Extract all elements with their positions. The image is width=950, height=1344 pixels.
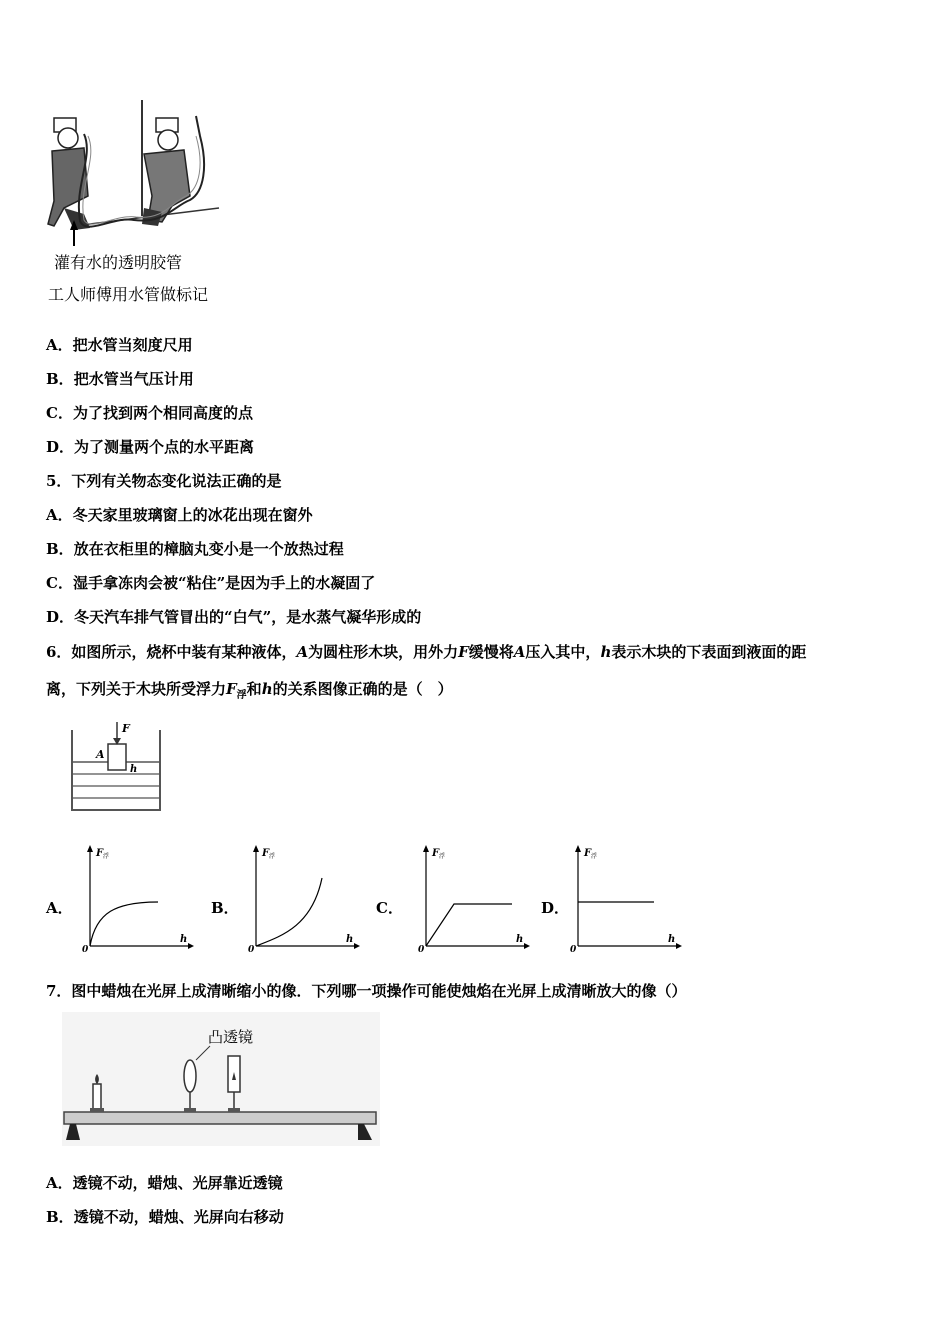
svg-text:浮: 浮 <box>103 853 110 860</box>
svg-text:浮: 浮 <box>269 853 276 860</box>
q4-option-d: D．为了测量两个点的水平距离 <box>46 438 255 456</box>
svg-text:F: F <box>96 848 104 859</box>
workers-illustration <box>44 96 234 246</box>
q4-figure <box>44 96 234 310</box>
svg-text:h: h <box>668 934 676 945</box>
graph-d <box>564 842 684 956</box>
svg-text:浮: 浮 <box>439 853 446 860</box>
graph-a-label: A． <box>46 899 73 917</box>
q5-stem: 5．下列有关物态变化说法正确的是 <box>46 472 282 490</box>
q4-figure-caption-2: 工人师傅用水管做标记 <box>48 285 209 304</box>
q4-option-c: C．为了找到两个相同高度的点 <box>46 404 253 422</box>
svg-text:F: F <box>584 848 592 859</box>
graph-b-curve <box>256 878 322 946</box>
q5-option-a: A．冬天家里玻璃窗上的冰花出现在窗外 <box>46 506 313 524</box>
svg-text:0: 0 <box>418 945 425 955</box>
graph-c-label: C． <box>376 899 403 917</box>
q6-beaker-figure <box>68 718 164 814</box>
svg-text:浮: 浮 <box>591 853 598 860</box>
q4-figure-caption-1: 灌有水的透明胶管 <box>54 253 183 272</box>
label-A: A <box>96 748 105 761</box>
graph-b-label: B． <box>211 899 239 917</box>
label-h: h <box>130 764 138 775</box>
q5-option-b: B．放在衣柜里的樟脑丸变小是一个放热过程 <box>46 540 344 558</box>
svg-text:0: 0 <box>82 945 89 955</box>
q5-option-c: C．湿手拿冻肉会被“粘住”是因为手上的水凝固了 <box>46 574 376 592</box>
q4-option-b: B．把水管当气压计用 <box>46 370 194 388</box>
svg-text:0: 0 <box>570 945 577 955</box>
q6-stem-line-1: 6．如图所示，烧杯中装有某种液体，A为圆柱形木块，用外力F缓慢将A压入其中，h表示木块的下表面到液面的距 <box>46 643 807 661</box>
q5-option-d: D．冬天汽车排气管冒出的“白气”，是水蒸气凝华形成的 <box>46 608 422 626</box>
svg-text:F: F <box>432 848 440 859</box>
q7-option-a: A．透镜不动，蜡烛、光屏靠近透镜 <box>46 1174 283 1192</box>
graph-a <box>76 842 196 956</box>
graph-d-label: D． <box>541 899 570 917</box>
graph-a-curve <box>90 902 158 946</box>
label-F: F <box>122 722 130 735</box>
graph-b <box>242 842 362 956</box>
q7-option-b: B．透镜不动，蜡烛、光屏向右移动 <box>46 1208 284 1226</box>
svg-text:F: F <box>262 848 270 859</box>
graph-c <box>412 842 532 956</box>
svg-text:0: 0 <box>248 945 255 955</box>
q6-stem-line-2: 离，下列关于木块所受浮力$F_浮$和h的关系图像正确的是（ ） <box>46 680 453 701</box>
q4-option-a: A．把水管当刻度尺用 <box>46 336 193 354</box>
svg-text:h: h <box>180 934 188 945</box>
svg-text:h: h <box>516 934 524 945</box>
graph-c-curve <box>426 904 512 946</box>
svg-text:h: h <box>346 934 354 945</box>
lens-label: 凸透镜 <box>208 1028 254 1046</box>
q7-stem: 7．图中蜡烛在光屏上成清晰缩小的像．下列哪一项操作可能使烛焰在光屏上成清晰放大的像（） <box>46 982 687 1000</box>
q7-optical-bench-figure <box>62 1012 380 1146</box>
